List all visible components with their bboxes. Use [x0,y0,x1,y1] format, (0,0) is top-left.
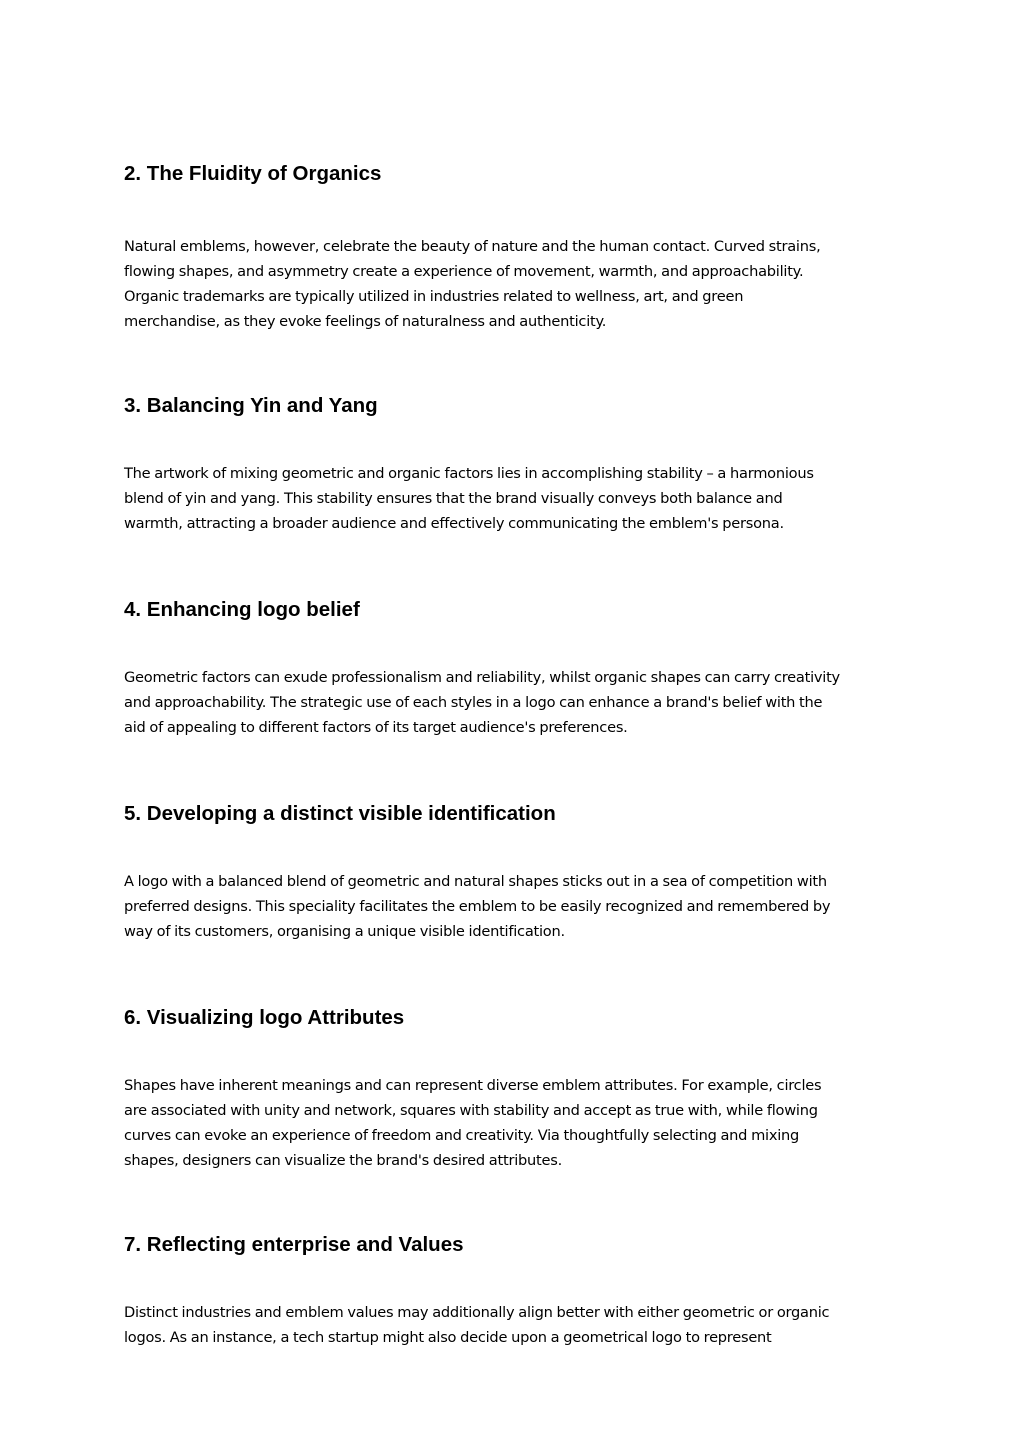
paragraph-line: Natural emblems, however, celebrate the beauty of nature and the human contact. Curved strains, [124,238,821,255]
section-distinct-visible-identification [124,800,914,944]
paragraph-line: shapes, designers can visualize the brand's desired attributes. [124,1152,562,1169]
section-enhancing-logo-belief [124,596,914,740]
section-balancing-yin-yang [124,392,914,536]
paragraph-line: The artwork of mixing geometric and organic factors lies in accomplishing stability – a harmonious [124,465,814,482]
paragraph-line: aid of appealing to different factors of its target audience's preferences. [124,719,628,736]
paragraph-line: and approachability. The strategic use of each styles in a logo can enhance a brand's belief with the [124,694,823,711]
section-fluidity-of-organics [124,160,914,334]
paragraph-line: blend of yin and yang. This stability ensures that the brand visually conveys both balance and [124,490,783,507]
paragraph-line: Organic trademarks are typically utilized in industries related to wellness, art, and green [124,288,744,305]
paragraph-line: flowing shapes, and asymmetry create a experience of movement, warmth, and approachability. [124,263,804,280]
section-paragraph [124,1073,914,1173]
paragraph-line: way of its customers, organising a unique visible identification. [124,923,565,940]
paragraph-line: merchandise, as they evoke feelings of naturalness and authenticity. [124,313,607,330]
paragraph-line: preferred designs. This speciality facilitates the emblem to be easily recognized and remembered by [124,898,831,915]
section-paragraph [124,461,914,536]
paragraph-line: are associated with unity and network, squares with stability and accept as true with, while flowing [124,1102,818,1119]
section-visualizing-logo-attributes [124,1004,914,1173]
paragraph-line: warmth, attracting a broader audience and effectively communicating the emblem's persona. [124,515,784,532]
paragraph-line: Geometric factors can exude professionalism and reliability, whilst organic shapes can carry creativity [124,669,840,686]
paragraph-line: logos. As an instance, a tech startup might also decide upon a geometrical logo to represent [124,1329,772,1346]
paragraph-line: Shapes have inherent meanings and can represent diverse emblem attributes. For example, circles [124,1077,822,1094]
paragraph-line: A logo with a balanced blend of geometric and natural shapes sticks out in a sea of competition with [124,873,827,890]
section-paragraph [124,234,914,334]
section-heading: 4. Enhancing logo belief [124,598,360,621]
section-paragraph [124,1300,914,1350]
section-heading: 3. Balancing Yin and Yang [124,394,378,417]
paragraph-line: curves can evoke an experience of freedom and creativity. Via thoughtfully selecting and mixing [124,1127,800,1144]
paragraph-line: Distinct industries and emblem values may additionally align better with either geometric or organic [124,1304,830,1321]
section-paragraph [124,869,914,944]
section-heading: 7. Reflecting enterprise and Values [124,1233,464,1256]
section-heading: 2. The Fluidity of Organics [124,162,382,185]
section-reflecting-enterprise-values [124,1231,914,1350]
document-body [124,160,914,1350]
section-heading: 6. Visualizing logo Attributes [124,1006,405,1029]
section-paragraph [124,665,914,740]
section-heading: 5. Developing a distinct visible identification [124,802,556,825]
